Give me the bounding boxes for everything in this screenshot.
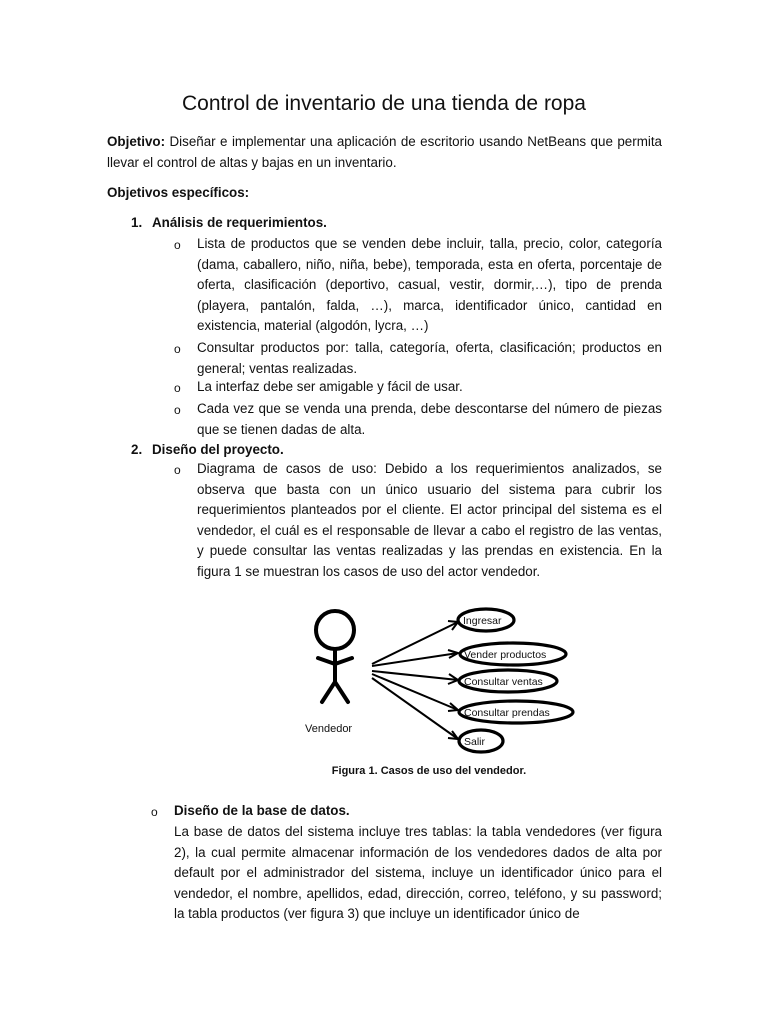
bullet-marker: o <box>174 381 181 395</box>
list-item: Cada vez que se venda una prenda, debe descontarse del número de piezas que se tienen dadas de alta. <box>197 401 662 437</box>
db-design-paragraph: La base de datos del sistema incluye tres tablas: la tabla vendedores (ver figura 2), la cual permite almacenar información de los vendedores dados de alta por default por el administrador del sistema, incluye un identificador único para el vendedor, el nombre, apellidos, edad, dirección, correo, teléfono, y su password; la tabla productos (ver figura 3) que incluye un identificador único de <box>174 824 662 922</box>
use-case-label: Consultar ventas <box>464 676 543 688</box>
bullet-marker: o <box>174 342 181 356</box>
bullet-marker: o <box>174 238 181 252</box>
actor-stick-figure <box>316 611 354 702</box>
bullet-marker: o <box>174 463 181 477</box>
section-number: 2. <box>131 442 143 457</box>
objective-label: Objetivo: <box>107 134 166 149</box>
use-case-label: Consultar prendas <box>464 707 550 719</box>
section-heading-diseno: Diseño del proyecto. <box>152 442 284 457</box>
bullet-marker: o <box>151 805 158 819</box>
section-number: 1. <box>131 215 143 230</box>
use-case-label: Vender productos <box>464 649 547 661</box>
list-item: Lista de productos que se venden debe incluir, talla, precio, color, categoría (dama, caballero, niño, niña, bebe), temporada, esta en oferta, porcentaje de oferta, clasificación (deportivo, casual, vestir, dormir,…), tipo de prenda (playera, pantalón, falda, …), marca, identificador único, cantidad en existencia, material (algodón, lycra, …) <box>197 236 662 334</box>
actor-label: Vendedor <box>305 723 353 735</box>
association-lines <box>372 622 458 739</box>
list-item: La interfaz debe ser amigable y fácil de usar. <box>197 379 463 394</box>
figure-caption: Figura 1. Casos de uso del vendedor. <box>331 765 527 777</box>
use-case-diagram <box>300 600 590 755</box>
use-case-label: Salir <box>464 736 486 748</box>
db-design-heading: Diseño de la base de datos. <box>174 803 350 818</box>
list-item: Diagrama de casos de uso: Debido a los requerimientos analizados, se observa que basta con un único usuario del sistema para cubrir los requerimientos planteados por el cliente. El actor principal del sistema es el vendedor, el cuál es el responsable de llevar a cabo el registro de las ventas, y puede consultar las ventas realizadas y las prendas en existencia. En la figura 1 se muestran los casos de uso del actor vendedor. <box>197 461 662 579</box>
use-case-label: Ingresar <box>463 615 502 627</box>
section-heading-analisis: Análisis de requerimientos. <box>152 215 327 230</box>
page-title: Control de inventario de una tienda de ropa <box>182 92 586 115</box>
objective-paragraph <box>107 132 662 173</box>
specific-objectives-heading: Objetivos específicos: <box>107 185 250 200</box>
list-item: Consultar productos por: talla, categoría, oferta, clasificación; productos en general; ventas realizadas. <box>197 340 662 376</box>
bullet-marker: o <box>174 403 181 417</box>
objective-text: Diseñar e implementar una aplicación de escritorio usando NetBeans que permita llevar el control de altas y bajas en un inventario. <box>107 134 662 170</box>
